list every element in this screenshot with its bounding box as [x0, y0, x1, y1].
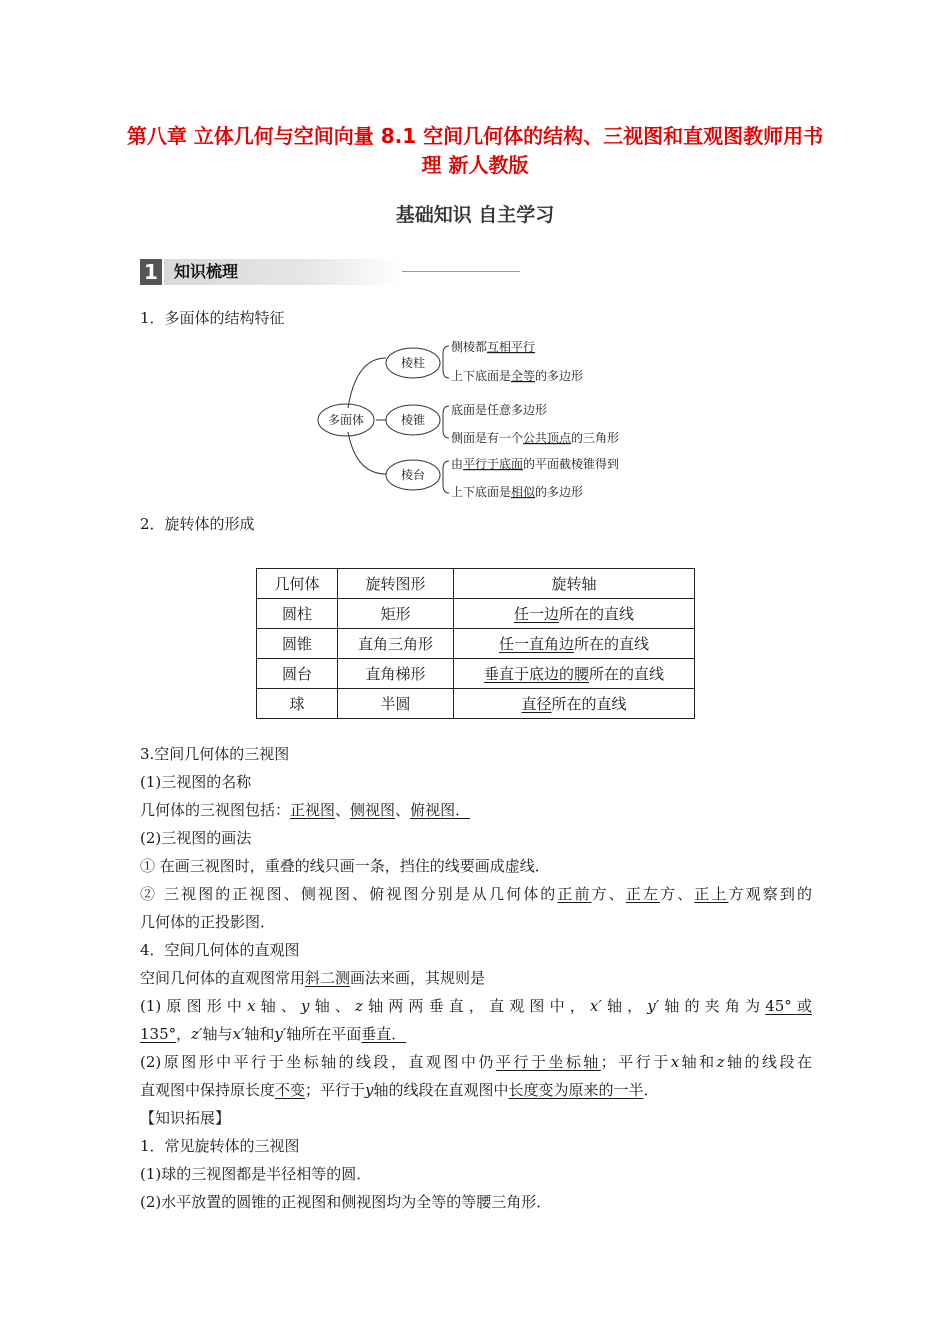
table-cell-body: 圆台	[257, 659, 338, 689]
revolution-table	[256, 568, 695, 719]
extension-item1: 1．常见旋转体的三视图	[140, 1137, 300, 1155]
node-label-prism: 棱柱	[400, 356, 426, 370]
table-cell-shape: 直角梯形	[338, 659, 454, 689]
item3-sub2: (2)三视图的画法	[140, 829, 252, 847]
document-title: 第八章 立体几何与空间向量 8.1 空间几何体的结构、三视图和直观图教师用书 理 新人教版	[126, 124, 824, 177]
prism-line-2: 上下底面是全等的多边形	[451, 369, 584, 383]
root-label: 多面体	[327, 413, 365, 427]
extension-sub1: (1)球的三视图都是半径相等的圆．	[140, 1165, 372, 1183]
frustum-line-1: 由平行于底面的平面截棱锥得到	[451, 457, 620, 471]
item1-heading: 1．多面体的结构特征	[140, 309, 285, 327]
polyhedron-diagram	[316, 336, 646, 506]
item3-rule2: ② 三视图的正视图、侧视图、俯视图分别是从几何体的正前方、正左方、正上方观察到的	[140, 885, 812, 903]
table-row	[257, 629, 695, 659]
extension-heading: 【知识拓展】	[140, 1109, 231, 1127]
table-row	[257, 659, 695, 689]
frustum-line-2: 上下底面是相似的多边形	[451, 485, 584, 499]
table-header-row	[257, 569, 695, 599]
section-heading: 基础知识 自主学习	[395, 204, 555, 226]
prism-line-1: 侧棱都互相平行	[451, 340, 536, 354]
item3-heading: 3.空间几何体的三视图	[140, 745, 290, 763]
table-cell-axis: 直径所在的直线	[454, 689, 695, 719]
table-cell-axis: 垂直于底边的腰所在的直线	[454, 659, 695, 689]
section-badge	[140, 259, 530, 285]
brace-prism	[443, 346, 449, 378]
table-row	[257, 689, 695, 719]
item3-names: 几何体的三视图包括：正视图、侧视图、俯视图．	[140, 801, 471, 819]
item4-rule1: (1)原图形中x轴、y轴、z轴两两垂直，直观图中，x′轴，y′轴的夹角为45°或	[140, 997, 812, 1015]
table-cell-body: 球	[257, 689, 338, 719]
item2-heading: 2．旋转体的形成	[140, 515, 255, 533]
item4-rule1-cont: 135°，z′轴与x′轴和y′轴所在平面垂直．	[140, 1025, 407, 1043]
badge-rule	[402, 271, 520, 272]
table-cell-axis: 任一边所在的直线	[454, 599, 695, 629]
table-row	[257, 599, 695, 629]
table-cell-shape: 直角三角形	[338, 629, 454, 659]
table-header-cell: 几何体	[257, 569, 338, 599]
table-header-cell: 旋转轴	[454, 569, 695, 599]
item4-heading: 4．空间几何体的直观图	[140, 941, 300, 959]
badge-number: 1	[140, 259, 162, 285]
item3-sub1: (1)三视图的名称	[140, 773, 252, 791]
pyramid-line-2: 侧面是有一个公共顶点的三角形	[451, 431, 620, 445]
item4-rule2: (2)原图形中平行于坐标轴的线段，直观图中仍平行于坐标轴；平行于x轴和z轴的线段在	[140, 1053, 812, 1071]
table-cell-body: 圆柱	[257, 599, 338, 629]
item4-rule2-cont: 直观图中保持原长度不变；平行于y轴的线段在直观图中长度变为原来的一半．	[140, 1081, 659, 1099]
table-header-cell: 旋转图形	[338, 569, 454, 599]
branch-curve-frustum	[348, 432, 386, 474]
node-label-pyramid: 棱锥	[400, 413, 426, 427]
badge-label: 知识梳理	[164, 259, 404, 285]
table-cell-axis: 任一直角边所在的直线	[454, 629, 695, 659]
item4-intro: 空间几何体的直观图常用斜二测画法来画，其规则是	[140, 969, 486, 987]
table-cell-shape: 矩形	[338, 599, 454, 629]
table-cell-shape: 半圆	[338, 689, 454, 719]
pyramid-line-1: 底面是任意多边形	[451, 403, 548, 417]
table-cell-body: 圆锥	[257, 629, 338, 659]
brace-pyramid	[443, 406, 449, 438]
branch-curve-prism	[348, 358, 386, 408]
item3-rule2-cont: 几何体的正投影图．	[140, 913, 276, 931]
extension-sub2: (2)水平放置的圆锥的正视图和侧视图均为全等的等腰三角形．	[140, 1193, 552, 1211]
item3-rule1: ① 在画三视图时，重叠的线只画一条，挡住的线要画成虚线．	[140, 857, 550, 875]
node-label-frustum: 棱台	[400, 468, 426, 482]
brace-frustum	[443, 461, 449, 493]
